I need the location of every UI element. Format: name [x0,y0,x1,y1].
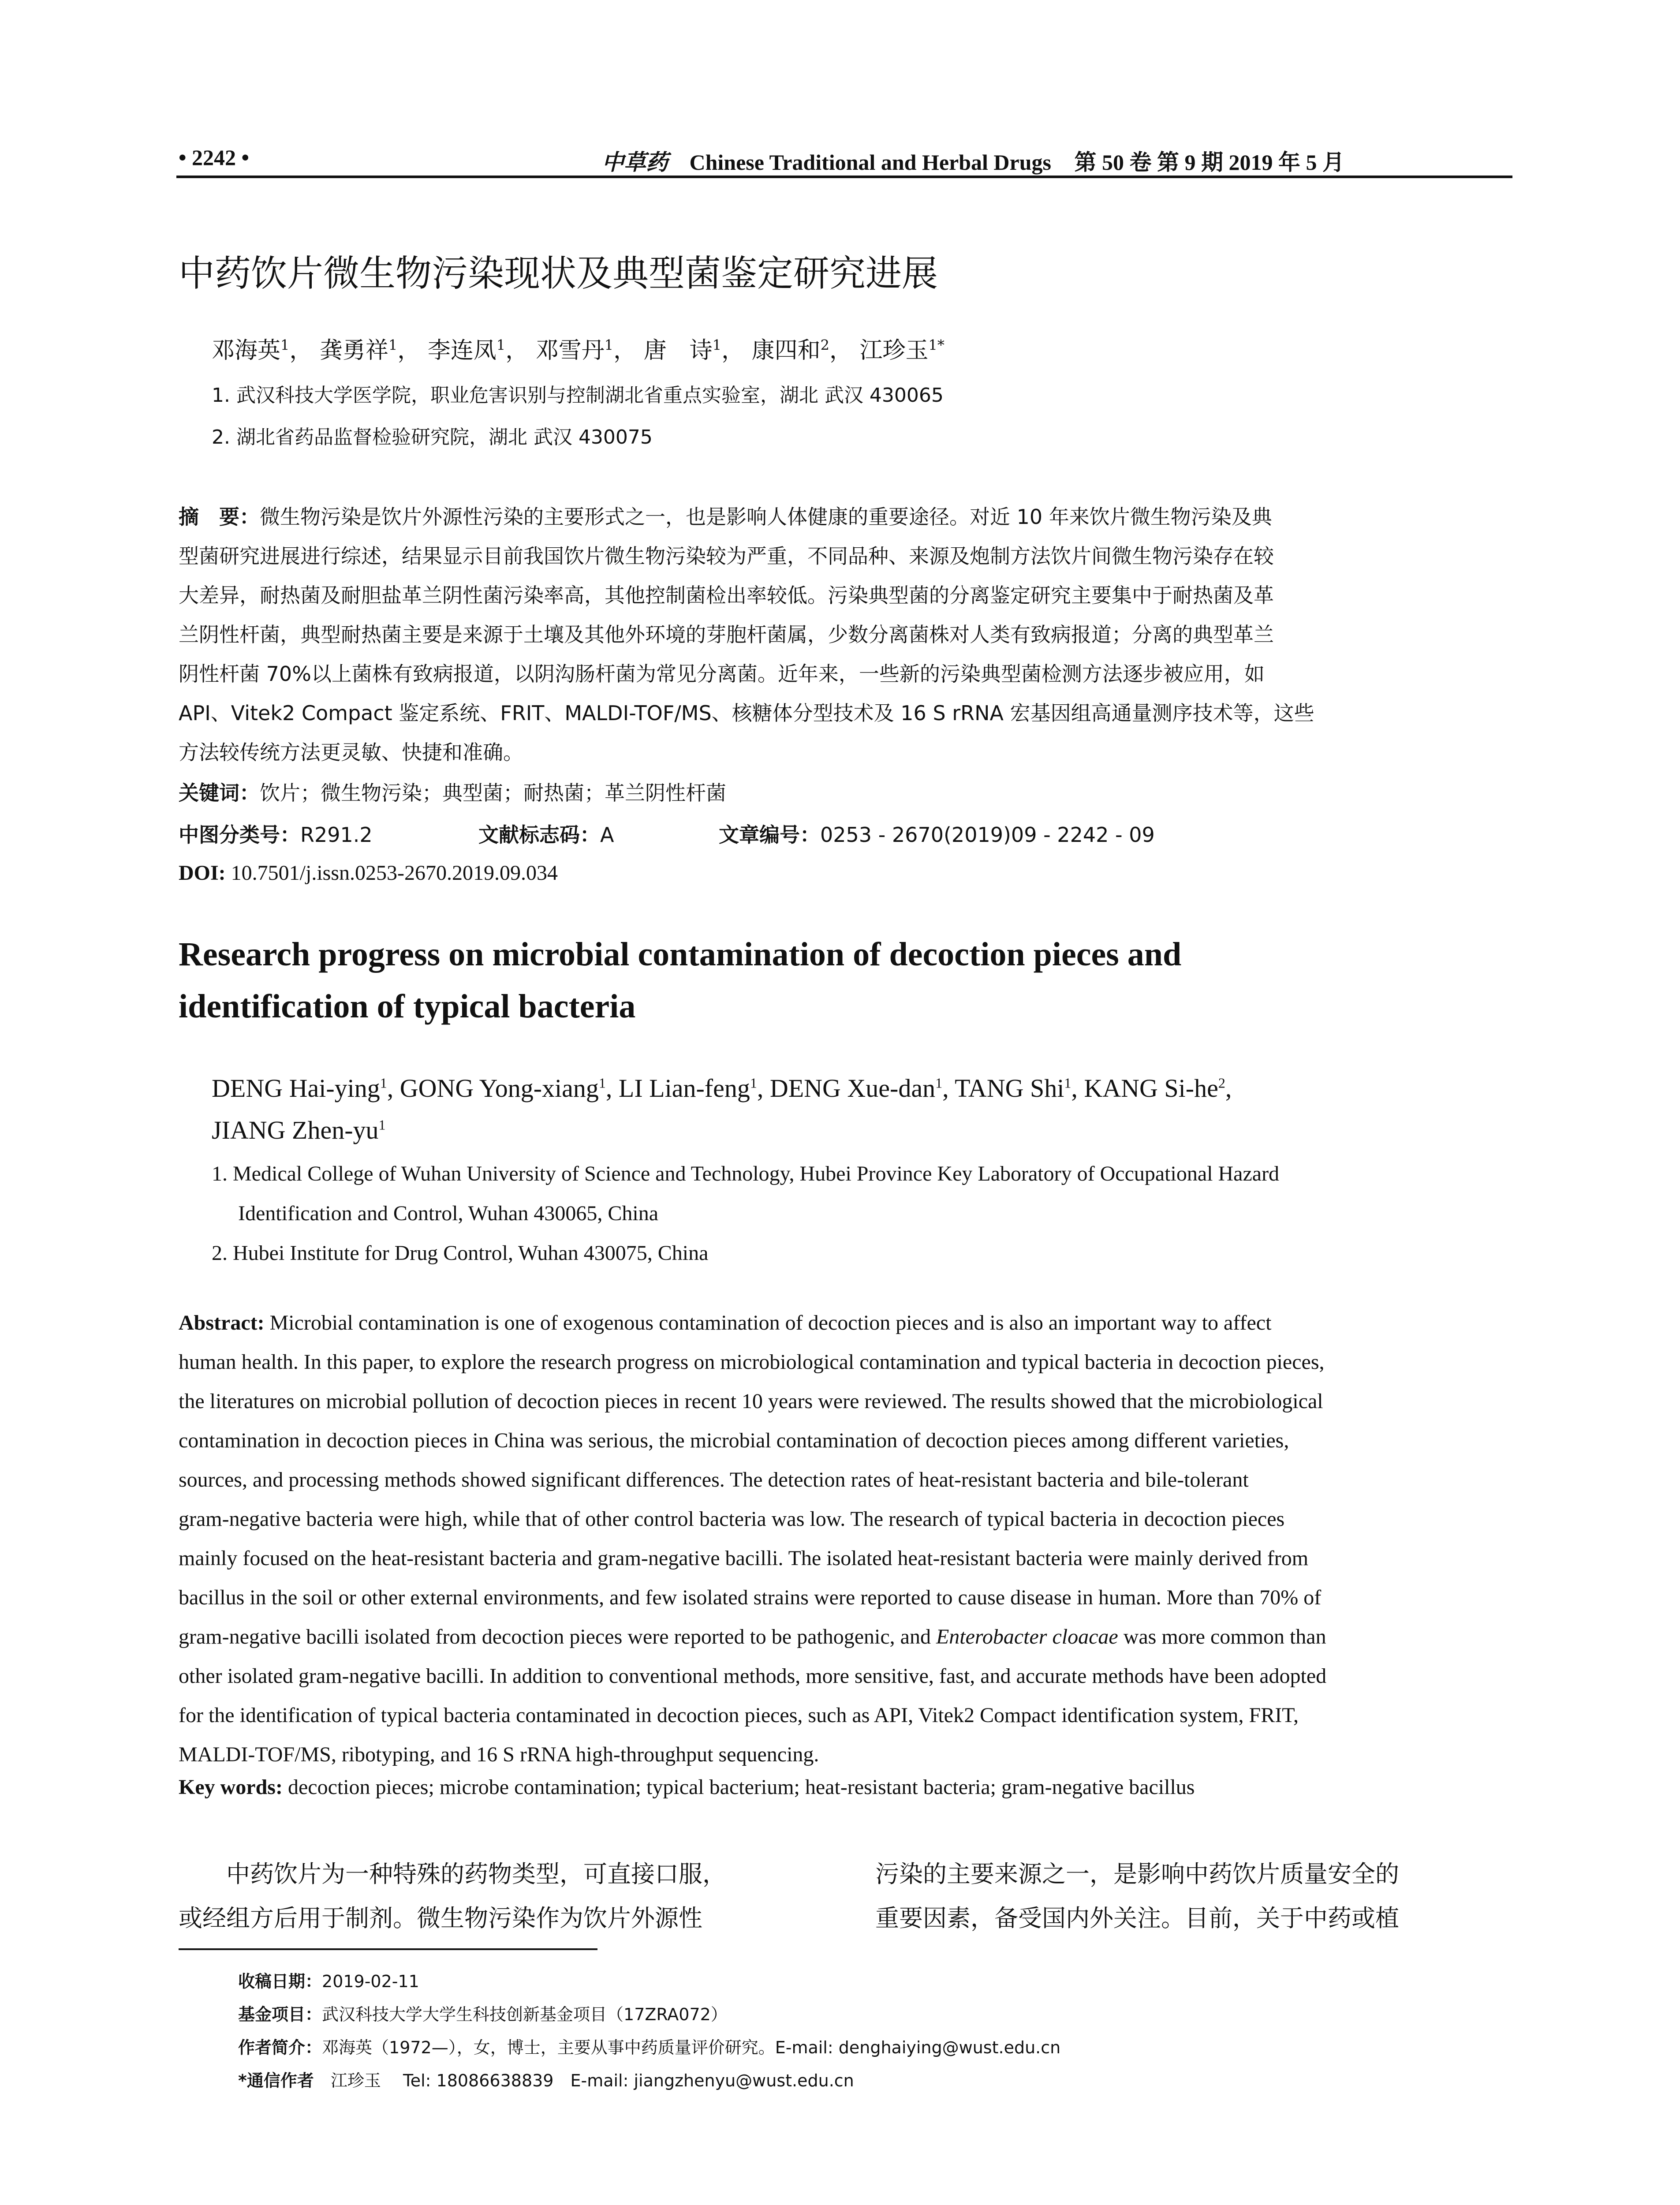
body-right-column [875,1852,1510,1940]
footnote-author-bio: 作者简介：邓海英（1972—），女，博士，主要从事中药质量评价研究。E-mail: denghaiying@wust.edu.cn [238,2038,1061,2057]
footnote-received: 收稿日期：2019-02-11 [238,1972,419,1991]
abstract-line: other isolated gram-negative bacilli. In addition to conventional methods, more sensitive, fast, and accurate methods have been adopted [179,1664,1327,1688]
journal-issue: 第 50 卷 第 9 期 2019 年 5 月 [1074,150,1344,175]
keywords-chinese: 关键词：饮片；微生物污染；典型菌；耐热菌；革兰阴性杆菌 [179,781,726,805]
author-cn: 龚勇祥$^1$， [319,336,421,364]
affiliations-english [212,1154,1508,1273]
abstract-line: gram-negative bacteria were high, while that of other control bacteria was low. The research of typical bacteria in decoction pieces [179,1507,1285,1531]
author-en: DENG Hai-ying$^1$, [212,1074,400,1102]
author-cn: 康四和$^2$， [751,336,852,364]
author-cn: 李连凤$^1$， [427,336,529,364]
author-cn: 邓海英$^1$， [212,336,313,364]
author-en: LI Lian-feng$^1$, [618,1074,770,1102]
author-en: JIANG Zhen-$yu^1$ [212,1116,386,1144]
authors-english [212,1067,1508,1151]
abstract-line: 摘 要：微生物污染是饮片外源性污染的主要形式之一，也是影响人体健康的重要途径。对近 10 年来饮片微生物污染及典 [179,505,1272,529]
affiliation-cn-1: 1. 武汉科技大学医学院，职业危害识别与控制湖北省重点实验室，湖北 武汉 430065 [212,384,944,407]
header-rule [176,176,1512,178]
author-cn: 邓雪丹$^1$， [535,336,637,364]
abstract-label: Abstract: [179,1311,265,1334]
author-cn: 江珍玉$^{1*}$ [859,336,945,364]
abstract-line: sources, and processing methods showed significant differences. The detection rates of heat-resistant bacteria and bile-tolerant [179,1468,1249,1491]
abstract-line: 方法较传统方法更灵敏、快捷和准确。 [179,740,523,764]
abstract-line: 型菌研究进展进行综述，结果显示目前我国饮片微生物污染较为严重，不同品种、来源及炮制方法饮片间微生物污染存在较 [179,544,1274,568]
keywords-label: 关键词： [179,781,260,805]
abstract-line: the literatures on microbial pollution of decoction pieces in recent 10 years were reviewed. The results showed that the microbiological [179,1390,1323,1413]
author-cn: 唐 诗$^1$， [643,336,745,364]
clc-number: 中图分类号：R291.2 [179,823,373,847]
body-line: 重要因素，备受国内外关注。目前，关于中药或植 [875,1904,1399,1932]
keywords-english: Key words: decoction pieces; microbe contamination; typical bacterium; heat-resistant bacteria; gram-negative bacillus [179,1775,1195,1799]
body-line: 污染的主要来源之一，是影响中药饮片质量安全的 [875,1860,1399,1888]
doi: DOI: 10.7501/j.issn.0253-2670.2019.09.034 [179,861,558,885]
abstract-line: MALDI-TOF/MS, ribotyping, and 16 S rRNA high-throughput sequencing. [179,1743,819,1766]
running-header [179,140,1510,180]
document-code: 文献标志码：A [478,823,614,847]
author-en: GONG Yong-xiang$^1$, [399,1074,619,1102]
abstract-line: mainly focused on the heat-resistant bacteria and gram-negative bacilli. The isolated heat-resistant bacteria were mainly derived from [179,1547,1309,1570]
author-en: TANG Shi$^1$, [955,1074,1084,1102]
title-english: Research progress on microbial contamination of decoction pieces and identification of typical bacteria [179,936,1182,1025]
authors-line [212,1067,1508,1109]
abstract-line: 大差异，耐热菌及耐胆盐革兰阴性菌污染率高，其他控制菌检出率较低。污染典型菌的分离鉴定研究主要集中于耐热菌及革 [179,583,1274,607]
abstract-line: API、Vitek2 Compact 鉴定系统、FRIT、MALDI-TOF/MS、核糖体分型技术及 16 S rRNA 宏基因组高通量测序技术等，这些 [179,701,1314,725]
abstract-line: for the identification of typical bacteria contaminated in decoction pieces, such as API, Vitek2 Compact identification system, FRIT, [179,1704,1299,1727]
title-chinese: 中药饮片微生物污染现状及典型菌鉴定研究进展 [179,253,938,295]
abstract-line: 阴性杆菌 70%以上菌株有致病报道，以阴沟肠杆菌为常见分离菌。近年来，一些新的污染典型菌检测方法逐步被应用，如 [179,662,1265,686]
affiliation-en-1: 1. Medical College of Wuhan University of Science and Technology, Hubei Province Key Laboratory of Occupational Hazard [212,1162,1280,1185]
page-number: • 2242 • [179,145,250,170]
journal-title [602,145,1344,176]
affiliation-cn-2: 2. 湖北省药品监督检验研究院，湖北 武汉 430075 [212,426,653,448]
body-line: 中药饮片为一种特殊的药物类型，可直接口服， [179,1860,726,1888]
author-en: DENG Xue-dan$^1$, [769,1074,955,1102]
abstract-line: Abstract: Microbial contamination is one of exogenous contamination of decoction pieces and is also an important way to affect [179,1311,1272,1334]
authors-chinese [212,332,945,365]
abstract-english [179,1303,1510,1774]
abstract-line: contamination in decoction pieces in China was serious, the microbial contamination of decoction pieces among different varieties, [179,1429,1289,1452]
abstract-label: 摘 要： [179,505,260,529]
footnote-funding: 基金项目：武汉科技大学大学生科技创新基金项目（17ZRA072） [238,2005,728,2024]
authors-line [212,1109,1508,1151]
article-number: 文章编号：0253 - 2670(2019)09 - 2242 - 09 [719,823,1155,847]
body-left-column [179,1852,827,1940]
body-line: 或经组方后用于制剂。微生物污染作为饮片外源性 [179,1904,702,1932]
abstract-line: human health. In this paper, to explore the research progress on microbiological contamination and typical bacteria in decoction pieces, [179,1350,1325,1374]
journal-name: Chinese Traditional and Herbal Drugs [689,150,1051,175]
abstract-line: gram-negative bacilli isolated from decoction pieces were reported to be pathogenic, and Enterobacter cloacae was more common than [179,1625,1326,1648]
footnote-corresponding: *通信作者 江珍玉 Tel: 18086638839 E-mail: jiangzhenyu@wust.edu.cn [238,2071,854,2090]
journal-logo: 中草药 [602,149,668,175]
keywords-label: Key words: [179,1775,283,1799]
footnote-rule [179,1948,597,1950]
abstract-chinese [179,497,1510,772]
abstract-line: bacillus in the soil or other external environments, and few isolated strains were reported to cause disease in human. More than 70% of [179,1586,1322,1609]
affiliation-en-2: 2. Hubei Institute for Drug Control, Wuhan 430075, China [212,1241,709,1265]
author-en: KANG $Si-he^2$, [1084,1074,1232,1102]
affiliation-en-1-cont: Identification and Control, Wuhan 430065, China [238,1202,659,1225]
abstract-line: 兰阴性杆菌，典型耐热菌主要是来源于土壤及其他外环境的芽胞杆菌属，少数分离菌株对人类有致病报道；分离的典型革兰 [179,623,1274,647]
species-name: Enterobacter cloacae [936,1625,1118,1648]
